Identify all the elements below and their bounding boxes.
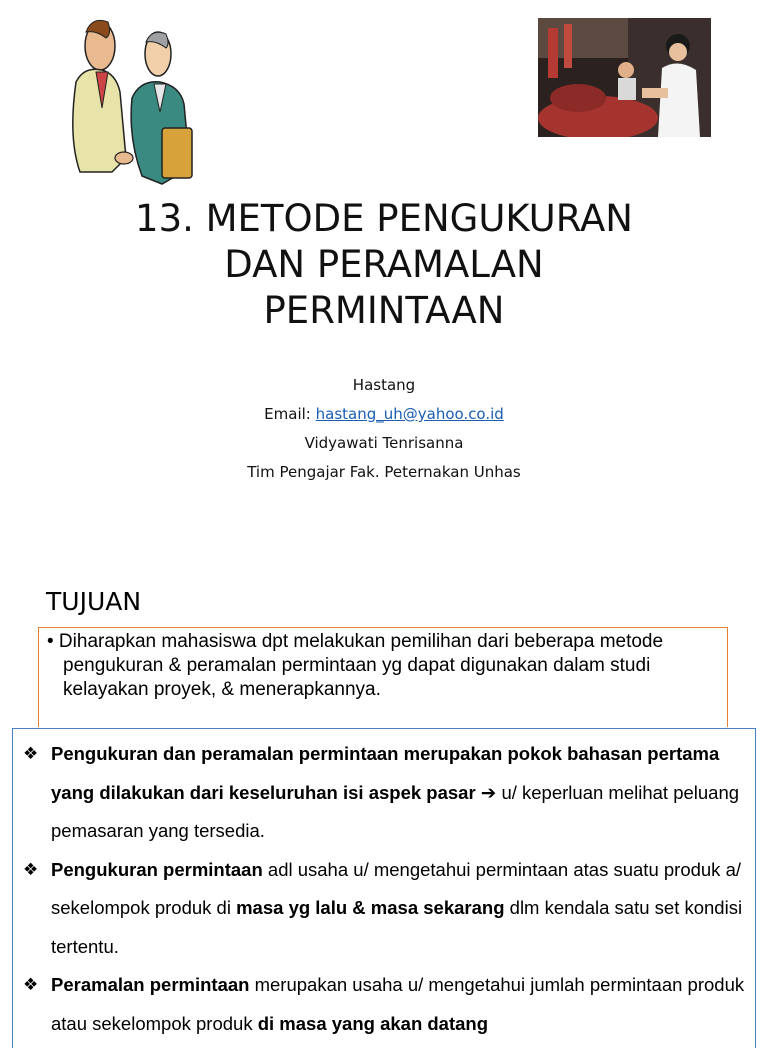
bullet-3-bold-1: Peramalan permintaan bbox=[51, 974, 250, 995]
diamond-bullet-icon: ❖ bbox=[23, 744, 39, 763]
page-title bbox=[60, 196, 708, 334]
bullet-box bbox=[12, 728, 756, 1048]
tujuan-text: • Diharapkan mahasiswa dpt melakukan pemilihan dari beberapa metode pengukuran & peramalan permintaan yg dapat digunakan dalam studi kelayakan proyek, & menerapkannya. bbox=[47, 631, 664, 700]
email-label: Email: bbox=[264, 405, 316, 423]
list-item bbox=[23, 966, 747, 1043]
author-name-2: Vidyawati Tenrisanna bbox=[304, 434, 464, 452]
email-line bbox=[100, 400, 668, 429]
diamond-bullet-icon: ❖ bbox=[23, 975, 39, 994]
bullet-1-bold: Pengukuran dan peramalan permintaan merupakan pokok bahasan pertama yang dilakukan dari keseluruhan isi aspek pasar ➔ bbox=[51, 743, 720, 803]
list-item bbox=[23, 735, 747, 851]
title-line-2: DAN PERAMALAN bbox=[224, 243, 544, 286]
bullet-1-text: u/ keperluan melihat peluang pemasaran yang tersedia. bbox=[51, 781, 740, 841]
bullet-2-text-2: dlm kendala satu set kondisi tertentu. bbox=[51, 897, 743, 957]
list-item bbox=[23, 851, 747, 967]
tujuan-box bbox=[38, 627, 728, 727]
author-block bbox=[100, 371, 668, 487]
diamond-bullet-icon: ❖ bbox=[23, 859, 39, 879]
bullet-3-text-1: merupakan usaha u/ mengetahui jumlah permintaan produk atau sekelompok produk bbox=[51, 974, 745, 1034]
bullet-3-bold-2: di masa yang akan datang bbox=[257, 1012, 489, 1034]
handshake-clipart bbox=[62, 8, 202, 196]
email-link[interactable]: hastang_uh@yahoo.co.id bbox=[315, 405, 504, 423]
bullet-2-bold-2: masa yg lalu & masa sekarang bbox=[236, 897, 505, 918]
author-name-1: Hastang bbox=[352, 376, 416, 394]
bullet-2-bold-1: Pengukuran permintaan bbox=[51, 858, 263, 880]
team-line: Tim Pengajar Fak. Peternakan Unhas bbox=[247, 463, 521, 481]
tujuan-heading: TUJUAN bbox=[46, 587, 142, 616]
title-line-3: PERMINTAAN bbox=[263, 289, 505, 332]
bullet-list bbox=[23, 735, 747, 1043]
bullet-2-text-1: adl usaha u/ mengetahui permintaan atas suatu produk a/ sekelompok produk di bbox=[51, 858, 742, 918]
meat-market-photo bbox=[538, 18, 711, 137]
title-line-1: 13. METODE PENGUKURAN bbox=[135, 197, 633, 240]
